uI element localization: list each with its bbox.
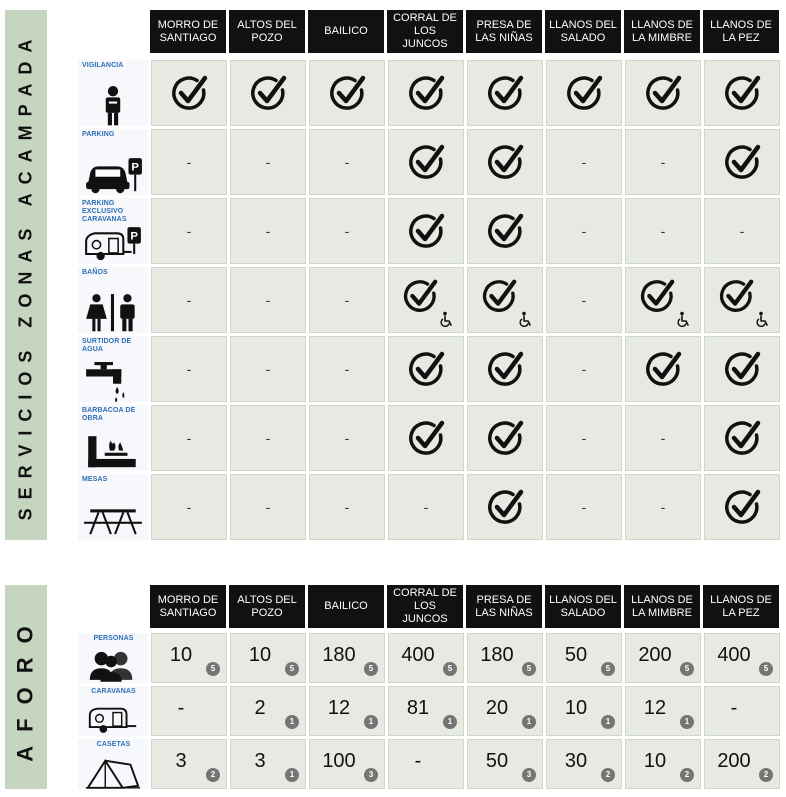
table-cell [230,336,306,402]
car-parking-icon [82,154,144,192]
dash-mark: - [660,430,666,446]
aforo-column-header: PRESA DE LAS NIÑAS [466,585,542,628]
table-cell [388,686,464,736]
table-cell [309,474,385,540]
capacity-badge: 2 [680,768,694,782]
picnic-table-icon [82,499,144,537]
capacity-value: 30 [564,749,588,772]
table-cell [151,633,227,683]
dash-mark: - [265,430,271,446]
check-icon [169,73,209,113]
check-icon [722,418,762,458]
wheelchair-icon [439,311,455,327]
check-icon [564,73,604,113]
row-header [78,198,148,264]
dash-mark: - [581,223,587,239]
table-cell [309,198,385,264]
table-cell [309,60,385,126]
table-cell [704,686,780,736]
row-label: CASETAS [96,741,131,748]
dash-mark: - [186,430,192,446]
capacity-value: 180 [480,643,514,666]
table-cell [546,686,622,736]
table-cell [467,405,543,471]
check-icon [638,277,676,315]
check-icon [643,349,683,389]
capacity-badge: 5 [601,662,615,676]
table-cell [704,739,780,789]
capacity-badge: 3 [364,768,378,782]
check-icon [722,487,762,527]
capacity-badge: 1 [285,715,299,729]
row-header [78,129,148,195]
capacity-badge: 2 [206,768,220,782]
table-cell [309,686,385,736]
security-guard-icon [82,85,144,123]
capacity-badge: 1 [680,715,694,729]
row-label: PARKING EXCLUSIVO CARAVANAS [82,200,127,223]
row-header [78,474,148,540]
table-cell [625,739,701,789]
table-cell [625,198,701,264]
dash-mark: - [265,223,271,239]
capacity-value: 81 [406,696,430,719]
table-cell [388,633,464,683]
capacity-value: 20 [485,696,509,719]
row-header [78,336,148,402]
capacity-badge: 5 [364,662,378,676]
table-cell [151,739,227,789]
table-cell [388,336,464,402]
check-icon [485,73,525,113]
barbecue-icon [82,430,144,468]
dash-mark: - [660,223,666,239]
aforo-column-header: LLANOS DE LA PEZ [703,585,779,628]
table-cell [151,198,227,264]
aforo-column-header: ALTOS DEL POZO [229,585,305,628]
table-cell [467,633,543,683]
check-icon [480,277,518,315]
table-cell [151,60,227,126]
check-icon [406,418,446,458]
table-cell [704,336,780,402]
row-header [78,405,148,471]
dash-mark: - [344,292,350,308]
table-cell [625,336,701,402]
services-column-header: CORRAL DE LOS JUNCOS [387,10,463,53]
check-icon [406,142,446,182]
capacity-badge: 2 [759,768,773,782]
table-cell [230,686,306,736]
table-cell [309,739,385,789]
check-icon [485,142,525,182]
capacity-badge: 1 [443,715,457,729]
capacity-value: 180 [322,643,356,666]
services-column-header: ALTOS DEL POZO [229,10,305,53]
aforo-column-header: LLANOS DEL SALADO [545,585,621,628]
check-icon [485,349,525,389]
table-cell [467,60,543,126]
row-header [78,739,148,789]
dash-mark: - [344,361,350,377]
table-cell [230,198,306,264]
capacity-value: 10 [643,749,667,772]
table-cell [704,198,780,264]
check-icon [722,73,762,113]
dash-mark: - [581,361,587,377]
table-cell [151,405,227,471]
table-cell [467,129,543,195]
table-cell [625,686,701,736]
aforo-column-header: MORRO DE SANTIAGO [150,585,226,628]
caravan-icon [84,700,142,732]
dash-mark: - [423,499,429,515]
capacity-badge: 2 [601,768,615,782]
dash-mark: - [344,430,350,446]
table-cell [467,198,543,264]
capacity-badge: 3 [522,768,536,782]
row-header [78,60,148,126]
dash-mark: - [739,223,745,239]
services-column-header: LLANOS DE LA MIMBRE [624,10,700,53]
dash-mark: - [186,223,192,239]
capacity-value: 3 [175,749,187,772]
capacity-badge: 1 [522,715,536,729]
table-cell [704,405,780,471]
table-cell [309,405,385,471]
table-cell [230,60,306,126]
check-icon [406,349,446,389]
table-cell [704,129,780,195]
table-cell [388,405,464,471]
capacity-value: 50 [485,749,509,772]
caravan-parking-icon [82,223,144,261]
dash-mark: - [265,499,271,515]
capacity-value: - [177,696,185,719]
table-cell [230,267,306,333]
wheelchair-icon [518,311,534,327]
check-icon [406,73,446,113]
table-cell [230,474,306,540]
services-column-header: LLANOS DEL SALADO [545,10,621,53]
table-cell [546,633,622,683]
dash-mark: - [344,499,350,515]
table-cell [625,633,701,683]
row-label: BAÑOS [82,269,108,276]
aforo-sidebar [5,585,47,789]
check-icon [485,211,525,251]
dash-mark: - [581,499,587,515]
row-header [78,267,148,333]
capacity-badge: 5 [522,662,536,676]
capacity-badge: 5 [759,662,773,676]
aforo-table [78,633,780,789]
table-cell [467,739,543,789]
table-cell [546,405,622,471]
capacity-value: 2 [254,696,266,719]
aforo-column-header: CORRAL DE LOS JUNCOS [387,585,463,628]
table-cell [309,336,385,402]
services-column-header: MORRO DE SANTIAGO [150,10,226,53]
table-cell [467,336,543,402]
capacity-badge: 5 [680,662,694,676]
check-icon [485,487,525,527]
table-cell [546,129,622,195]
check-icon [717,277,755,315]
table-cell [704,60,780,126]
table-cell [625,474,701,540]
dash-mark: - [344,154,350,170]
water-tap-icon [82,361,144,399]
dash-mark: - [186,361,192,377]
table-cell [151,336,227,402]
capacity-value: 50 [564,643,588,666]
table-cell [467,474,543,540]
table-cell [704,267,780,333]
row-label: MESAS [82,476,108,483]
check-icon [406,211,446,251]
table-cell [388,739,464,789]
capacity-value: - [730,696,738,719]
wheelchair-icon [755,311,771,327]
services-header [150,10,780,50]
table-cell [151,474,227,540]
capacity-badge: 5 [443,662,457,676]
row-label: SURTIDOR DE AGUA [82,338,132,353]
dash-mark: - [581,430,587,446]
aforo-column-header: LLANOS DE LA MIMBRE [624,585,700,628]
wheelchair-icon [676,311,692,327]
check-icon [401,277,439,315]
dash-mark: - [265,361,271,377]
capacity-badge: 5 [206,662,220,676]
table-cell [546,267,622,333]
table-cell [625,405,701,471]
table-cell [625,267,701,333]
services-sidebar [5,10,47,540]
row-label: BARBACOA DE OBRA [82,407,136,422]
capacity-value: 10 [169,643,193,666]
table-cell [388,267,464,333]
table-cell [309,633,385,683]
table-cell [388,60,464,126]
table-cell [309,267,385,333]
capacity-value: 3 [254,749,266,772]
dash-mark: - [660,154,666,170]
dash-mark: - [186,499,192,515]
services-vertical-title: SERVICIOS ZONAS ACAMPADA [15,30,36,520]
capacity-badge: 1 [285,768,299,782]
dash-mark: - [186,154,192,170]
table-cell [151,686,227,736]
table-cell [546,739,622,789]
table-cell [625,60,701,126]
capacity-value: 200 [717,749,751,772]
tent-icon [84,753,142,785]
capacity-value: 100 [322,749,356,772]
capacity-value: 200 [638,643,672,666]
table-cell [388,129,464,195]
restroom-icon [82,292,144,330]
dash-mark: - [660,499,666,515]
row-header [78,686,148,736]
capacity-value: 400 [401,643,435,666]
dash-mark: - [344,223,350,239]
capacity-value: - [414,749,422,772]
table-cell [230,129,306,195]
table-cell [546,336,622,402]
svg-text:P: P [131,161,139,174]
services-column-header: LLANOS DE LA PEZ [703,10,779,53]
table-cell [704,633,780,683]
aforo-vertical-title: AFORO [13,612,39,762]
table-cell [230,405,306,471]
check-icon [248,73,288,113]
dash-mark: - [186,292,192,308]
table-cell [704,474,780,540]
capacity-badge: 5 [285,662,299,676]
table-cell [388,474,464,540]
check-icon [722,349,762,389]
table-cell [230,739,306,789]
check-icon [485,418,525,458]
services-column-header: PRESA DE LAS NIÑAS [466,10,542,53]
dash-mark: - [581,154,587,170]
row-label: VIGILANCIA [82,62,124,69]
svg-text:P: P [130,230,138,243]
row-header [78,633,148,683]
table-cell [546,198,622,264]
capacity-badge: 1 [364,715,378,729]
aforo-header [150,585,780,625]
dash-mark: - [265,292,271,308]
row-label: PERSONAS [93,635,134,642]
table-cell [546,474,622,540]
row-label: CARAVANAS [91,688,136,695]
table-cell [151,129,227,195]
dash-mark: - [581,292,587,308]
capacity-value: 10 [564,696,588,719]
check-icon [643,73,683,113]
capacity-value: 400 [717,643,751,666]
people-icon [84,647,142,679]
services-column-header: BAILICO [308,10,384,53]
check-icon [327,73,367,113]
services-table [78,60,780,540]
table-cell [230,633,306,683]
table-cell [388,198,464,264]
table-cell [467,267,543,333]
capacity-value: 12 [327,696,351,719]
capacity-value: 12 [643,696,667,719]
table-cell [309,129,385,195]
row-label: PARKING [82,131,115,138]
dash-mark: - [265,154,271,170]
table-cell [546,60,622,126]
table-cell [467,686,543,736]
aforo-column-header: BAILICO [308,585,384,628]
check-icon [722,142,762,182]
capacity-value: 10 [248,643,272,666]
table-cell [151,267,227,333]
table-cell [625,129,701,195]
capacity-badge: 1 [601,715,615,729]
